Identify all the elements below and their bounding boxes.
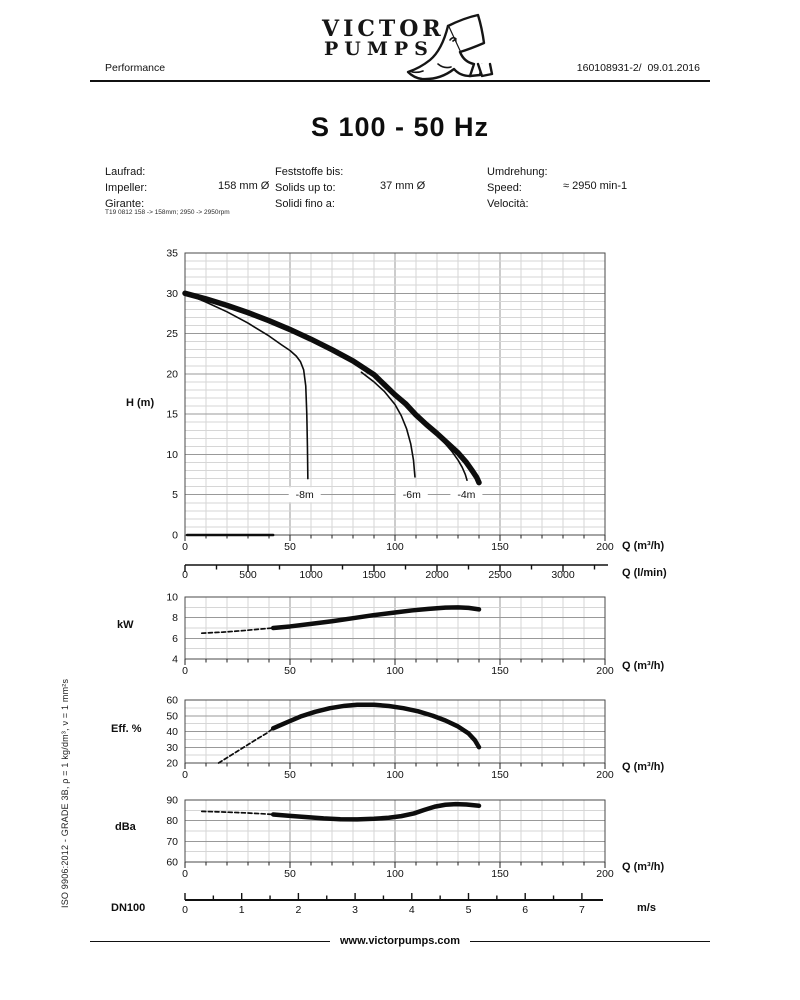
svg-text:5: 5 xyxy=(172,489,178,502)
svg-text:1000: 1000 xyxy=(299,569,323,581)
brand-line2: PUMPS xyxy=(324,38,434,60)
curve-label: -4m xyxy=(457,489,476,502)
efficiency-curve xyxy=(273,705,479,748)
svg-text:35: 35 xyxy=(166,247,178,260)
header-rule xyxy=(90,80,710,82)
svg-text:60: 60 xyxy=(166,856,178,869)
svg-text:0: 0 xyxy=(182,868,188,880)
curve-label: -8m xyxy=(295,489,314,502)
noise-curve xyxy=(273,804,479,819)
power-chart xyxy=(166,591,614,677)
svg-text:90: 90 xyxy=(166,794,178,807)
flow-m3h-label-main: Q (m³/h) xyxy=(622,540,665,552)
svg-text:50: 50 xyxy=(284,868,296,880)
flow-m3h-label-eff: Q (m³/h) xyxy=(622,761,665,773)
svg-text:100: 100 xyxy=(386,541,404,553)
footer-url: www.victorpumps.com xyxy=(340,935,461,947)
suction-limit-8m xyxy=(185,293,308,478)
brand-line1: VICTOR xyxy=(322,16,445,42)
footer-rule-right xyxy=(470,941,710,942)
svg-text:0: 0 xyxy=(182,769,188,781)
svg-text:50: 50 xyxy=(284,769,296,781)
flow-lmin-label: Q (l/min) xyxy=(622,567,667,579)
svg-text:30: 30 xyxy=(166,741,178,754)
svg-text:10: 10 xyxy=(166,591,178,604)
svg-text:1: 1 xyxy=(238,904,245,916)
svg-text:4: 4 xyxy=(408,904,415,916)
svg-text:0: 0 xyxy=(182,665,188,677)
svg-text:10: 10 xyxy=(166,448,178,461)
svg-text:30: 30 xyxy=(166,287,178,300)
svg-text:100: 100 xyxy=(386,868,404,880)
power-axis-label: kW xyxy=(117,619,134,631)
efficiency-axis-label: Eff. % xyxy=(111,723,142,735)
svg-text:0: 0 xyxy=(182,904,188,916)
doc-number: 160108931-2/ xyxy=(576,62,642,74)
impeller-label-en: Impeller: xyxy=(105,182,148,194)
svg-text:150: 150 xyxy=(491,665,509,677)
head-flow-chart xyxy=(166,247,614,553)
svg-text:1500: 1500 xyxy=(362,569,386,581)
svg-text:2500: 2500 xyxy=(488,569,512,581)
svg-text:60: 60 xyxy=(166,694,178,707)
dn-label: DN100 xyxy=(111,902,146,914)
speed-value: ≈ 2950 min-1 xyxy=(563,180,628,192)
doc-date: 09.01.2016 xyxy=(647,62,700,74)
power-curve-dashed xyxy=(202,628,273,633)
solids-label-de: Feststoffe bis: xyxy=(275,166,344,178)
svg-text:0: 0 xyxy=(182,541,188,553)
efficiency-chart xyxy=(166,694,614,781)
svg-text:150: 150 xyxy=(491,769,509,781)
solids-label-en: Solids up to: xyxy=(275,182,336,194)
iso-standard-note: ISO 9906:2012 - GRADE 3B, ρ = 1 kg/dm³, ν = 1 mm²s xyxy=(60,678,70,908)
svg-text:2000: 2000 xyxy=(425,569,449,581)
svg-text:0: 0 xyxy=(172,529,178,542)
svg-text:25: 25 xyxy=(166,328,178,341)
impeller-label-de: Laufrad: xyxy=(105,166,146,178)
flow-m3h-label-power: Q (m³/h) xyxy=(622,660,665,672)
svg-text:100: 100 xyxy=(386,665,404,677)
svg-text:80: 80 xyxy=(166,815,178,828)
svg-text:200: 200 xyxy=(596,541,614,553)
footer xyxy=(90,935,710,947)
svg-text:2: 2 xyxy=(295,904,302,916)
speed-label-it: Velocità: xyxy=(487,198,529,210)
noise-chart xyxy=(166,794,614,880)
svg-text:200: 200 xyxy=(596,868,614,880)
svg-text:50: 50 xyxy=(166,710,178,723)
speed-label-de: Umdrehung: xyxy=(487,166,548,178)
svg-text:15: 15 xyxy=(166,408,178,421)
svg-text:6: 6 xyxy=(172,632,178,645)
svg-text:200: 200 xyxy=(596,665,614,677)
noise-curve-dashed xyxy=(202,811,273,814)
svg-text:3: 3 xyxy=(352,904,359,916)
svg-text:7: 7 xyxy=(578,904,585,916)
velocity-axis xyxy=(182,893,615,919)
speed-label-en: Speed: xyxy=(487,182,522,194)
flow-m3h-label-noise: Q (m³/h) xyxy=(622,861,665,873)
solids-value: 37 mm Ø xyxy=(380,180,426,192)
svg-text:500: 500 xyxy=(239,569,257,581)
svg-text:150: 150 xyxy=(491,541,509,553)
noise-axis-label: dBa xyxy=(115,821,136,833)
head-axis-label: H (m) xyxy=(126,397,155,409)
svg-text:20: 20 xyxy=(166,757,178,770)
svg-text:5: 5 xyxy=(465,904,472,916)
svg-text:100: 100 xyxy=(386,769,404,781)
svg-text:20: 20 xyxy=(166,368,178,381)
doc-reference xyxy=(577,62,700,74)
impeller-note: T19 0812 158 -> 158mm; 2950 -> 2950rpm xyxy=(105,209,230,216)
svg-text:70: 70 xyxy=(166,835,178,848)
svg-text:8: 8 xyxy=(172,612,178,625)
solids-label-it: Solidi fino a: xyxy=(275,198,335,210)
suction-limit-4m xyxy=(422,422,467,480)
page-title: S 100 - 50 Hz xyxy=(310,112,490,142)
velocity-unit-label: m/s xyxy=(637,902,656,914)
svg-text:50: 50 xyxy=(284,665,296,677)
elephant-logo-icon xyxy=(404,12,496,84)
flow-lmin-axis xyxy=(182,558,615,584)
performance-label: Performance xyxy=(105,62,166,74)
svg-text:6: 6 xyxy=(522,904,529,916)
impeller-label-it: Girante: xyxy=(105,198,145,210)
svg-text:150: 150 xyxy=(491,868,509,880)
svg-text:3000: 3000 xyxy=(551,569,575,581)
svg-text:200: 200 xyxy=(596,769,614,781)
svg-text:40: 40 xyxy=(166,726,178,738)
footer-rule-left xyxy=(90,941,330,942)
svg-text:4: 4 xyxy=(172,653,178,666)
svg-text:50: 50 xyxy=(284,541,296,553)
svg-text:0: 0 xyxy=(182,569,188,581)
impeller-value: 158 mm Ø xyxy=(218,180,270,192)
curve-label: -6m xyxy=(402,489,421,502)
